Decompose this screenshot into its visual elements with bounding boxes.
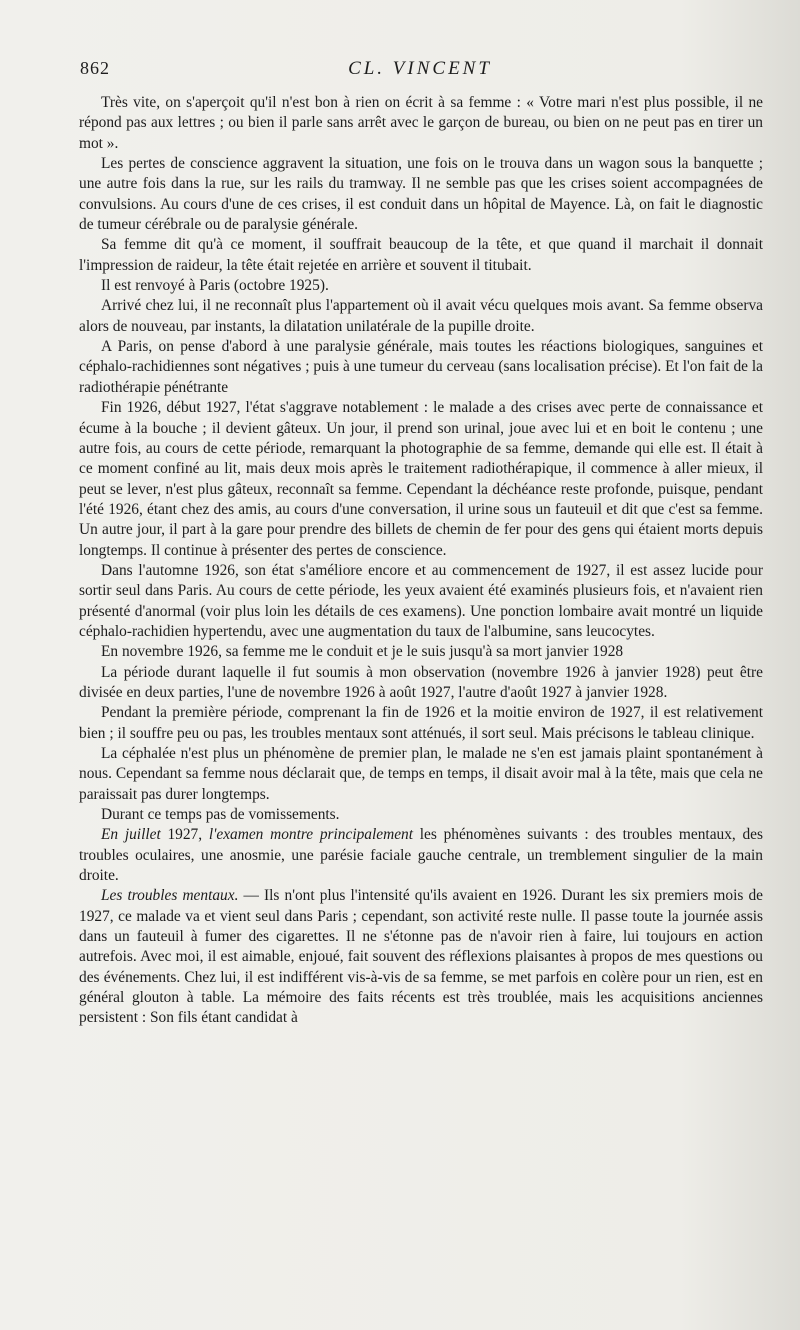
paragraph: Pendant la première période, comprenant la fin de 1926 et la moitie environ de 1927, il est relativement bien ; il souffre peu ou pas, les troubles mentaux sont atténués, il sort seul. Mais précisons le tableau clinique.: [79, 704, 763, 742]
paragraph-july-exam: [79, 825, 763, 886]
running-header: [80, 58, 760, 82]
paragraph: Sa femme dit qu'à ce moment, il souffrait beaucoup de la tête, et que quand il marchait il donnait l'impression de raideur, la tête était rejetée en arrière et souvent il titubait.: [79, 236, 763, 274]
paragraph-mental-troubles: [79, 886, 763, 1028]
section-heading-italic: Les troubles mentaux.: [101, 887, 239, 905]
paragraph: Dans l'automne 1926, son état s'améliore encore et au commencement de 1927, il est assez lucide pour sortir seul dans Paris. Au cours de cette période, les yeux avaient été examinés plusieurs fois, et n'avaient rien présenté d'anormal (voir plus loin les détails de ces examens). Une ponction lombaire avait montré un liquide céphalo-rachidien hypertendu, avec une augmentation du taux de l'albumine, sans leucocytes.: [79, 561, 763, 640]
paragraph: Arrivé chez lui, il ne reconnaît plus l'appartement où il avait vécu quelques mois avant. Sa femme observa alors de nouveau, par instants, la dilatation unilatérale de la pupille droite.: [79, 297, 763, 335]
paragraph: Durant ce temps pas de vomissements.: [101, 806, 340, 824]
plain-text: les phénomènes suivants : des troubles mentaux, des troubles oculaires, une anosmie, une parésie faciale gauche centrale, un tremblement singulier de la main droite.: [79, 826, 763, 885]
running-title: CL. VINCENT: [348, 58, 492, 79]
paragraph: Il est renvoyé à Paris (octobre 1925).: [101, 277, 329, 295]
paragraph: Les pertes de conscience aggravent la situation, une fois on le trouva dans un wagon sous la banquette ; une autre fois dans la rue, sur les rails du tramway. Il ne semble pas que les crises soient accompagnées de convulsions. Au cours d'une de ces crises, il est conduit dans un hôpital de Mayence. Là, on fait le diagnostic de tumeur cérébrale ou de paralysie générale.: [79, 155, 763, 234]
plain-text: 1927,: [160, 826, 209, 844]
italic-lead: En juillet: [101, 826, 161, 844]
body-text: [79, 93, 763, 1029]
paragraph: La céphalée n'est plus un phénomène de premier plan, le malade ne s'en est jamais plaint spontanément à nous. Cependant sa femme nous déclarait que, de temps en temps, il disait avoir mal à la tête, mais que cela ne paraissait pas durer longtemps.: [79, 745, 763, 803]
italic-text: l'examen montre principalement: [208, 826, 414, 844]
paragraph: A Paris, on pense d'abord à une paralysie générale, mais toutes les réactions biologiques, sanguines et céphalo-rachidiennes sont négatives ; puis à une tumeur du cerveau (sans localisation précise). Et l'on fait de la radiothérapie pénétrante: [79, 338, 763, 396]
plain-text: — Ils n'ont plus l'intensité qu'ils avaient en 1926. Durant les six premiers mois de 1927, ce malade va et vient seul dans Paris ; cependant, son activité reste nulle. Il passe toute la journée assis dans un fauteuil à fumer des cigarettes. Il ne s'étonne pas de n'avoir rien à faire, lui toujours en action autrefois. Avec moi, il est aimable, enjoué, fait souvent des réflexions plaisantes à propos de mes questions ou des événements. Chez lui, il est indifférent vis-à-vis de sa femme, se met parfois en colère pour un rien, est en général glouton à table. La mémoire des faits récents est très troublée, mais les acquisitions anciennes persistent : Son fils étant candidat à: [79, 887, 763, 1027]
paragraph: En novembre 1926, sa femme me le conduit et je le suis jusqu'à sa mort janvier 1928: [101, 643, 624, 661]
paragraph: Fin 1926, début 1927, l'état s'aggrave notablement : le malade a des crises avec perte de connaissance et écume à la bouche ; il devient gâteux. Un jour, il prend son urinal, joue avec lui et en boit le contenu ; une autre fois, au cours de cette période, remarquant la photographie de sa femme, demande qui elle est. Il était à ce moment confiné au lit, mais deux mois après le traitement radiothérapique, il commence à aller mieux, il peut se lever, n'est plus gâteux, reconnaît sa femme. Cependant la déchéance reste profonde, puisque, pendant l'été 1926, étant chez des amis, au cours d'une conversation, il urine sous un fauteuil et dit que c'est sa femme. Un autre jour, il part à la gare pour prendre des billets de chemin de fer pour des gens qui étaient morts depuis longtemps. Il continue à présenter des pertes de conscience.: [79, 399, 763, 559]
paragraph: Très vite, on s'aperçoit qu'il n'est bon à rien on écrit à sa femme : « Votre mari n'est plus possible, il ne répond pas aux lettres ; ou bien il parle sans arrêt avec le garçon de bureau, ou bien on ne peut pas en tirer un mot ».: [79, 94, 763, 152]
paragraph: La période durant laquelle il fut soumis à mon observation (novembre 1926 à janvier 1928) peut être divisée en deux parties, l'une de novembre 1926 à août 1927, l'autre d'août 1927 à janvier 1928.: [79, 663, 763, 701]
page-number: 862: [80, 58, 110, 78]
